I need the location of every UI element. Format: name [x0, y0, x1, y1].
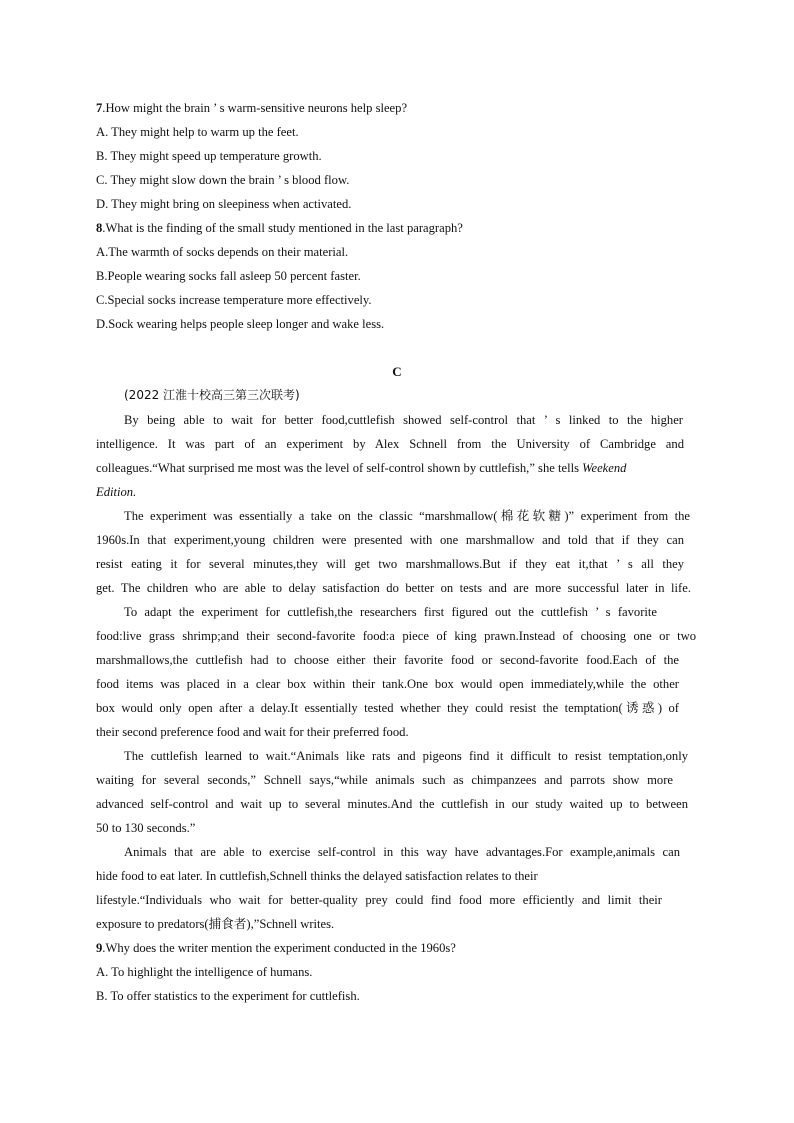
- passage-line: To adapt the experiment for cuttlefish,the researchers first figured out the cuttlefish ’ s favorite: [124, 605, 657, 619]
- passage-line: hide food to eat later. In cuttlefish,Schnell thinks the delayed satisfaction relates to their: [96, 869, 538, 883]
- q7-option-a: A. They might help to warm up the feet.: [96, 125, 299, 139]
- q9-option-b: B. To offer statistics to the experiment for cuttlefish.: [96, 989, 360, 1003]
- passage-line: get. The children who are able to delay satisfaction do better on tests and are more successful later in life.: [96, 581, 691, 595]
- passage-line: lifestyle.“Individuals who wait for better-quality prey could find food more efficiently and limit their: [96, 893, 662, 907]
- passage-line: exposure to predators(捕食者),”Schnell writes.: [96, 917, 335, 931]
- passage-line: resist eating it for several minutes,they will get two marshmallows.But if they eat it,that ’ s all they: [96, 557, 684, 571]
- passage-line: 1960s.In that experiment,young children were presented with one marshmallow and told that if they can: [96, 533, 684, 547]
- q8-option-d: D.Sock wearing helps people sleep longer and wake less.: [96, 317, 385, 331]
- passage-line: colleagues.“What surprised me most was the level of self-control shown by cuttlefish,” she tells Weekend: [96, 461, 627, 475]
- q8-option-a: A.The warmth of socks depends on their material.: [96, 245, 349, 259]
- q8-stem-text: .What is the finding of the small study mentioned in the last paragraph?: [102, 221, 463, 235]
- passage-line: The cuttlefish learned to wait.“Animals like rats and pigeons find it difficult to resist temptation,only: [124, 749, 688, 763]
- q7-stem-text: .How might the brain ’ s warm-sensitive neurons help sleep?: [102, 101, 408, 115]
- passage-line: their second preference food and wait for their preferred food.: [96, 725, 409, 739]
- q9-number: 9: [96, 941, 103, 955]
- passage-line: The experiment was essentially a take on the classic “marshmallow(棉花软糖)” experiment from the: [124, 509, 690, 523]
- passage-line: waiting for several seconds,” Schnell says,“while animals such as chimpanzees and parrots show more: [96, 773, 673, 787]
- passage-line: advanced self-control and wait up to several minutes.And the cuttlefish in our study waited up to between: [96, 797, 688, 811]
- publication-title: Weekend: [582, 461, 627, 475]
- passage-line: By being able to wait for better food,cuttlefish showed self-control that ’ s linked to the higher: [124, 413, 683, 427]
- q8-option-b: B.People wearing socks fall asleep 50 percent faster.: [96, 269, 361, 283]
- q7-option-c: C. They might slow down the brain ’ s blood flow.: [96, 173, 350, 187]
- passage-line: food items was placed in a clear box within their tank.One box would open immediately,while the other: [96, 677, 679, 691]
- passage-line: 50 to 130 seconds.”: [96, 821, 196, 835]
- passage-line: food:live grass shrimp;and their second-favorite food:a piece of king prawn.Instead of choosing one or two: [96, 629, 696, 643]
- q7-stem: [96, 100, 407, 116]
- q9-stem: [96, 940, 456, 956]
- passage-line: Edition.: [96, 485, 137, 499]
- passage-line: Animals that are able to exercise self-control in this way have advantages.For example,animals can: [124, 845, 680, 859]
- q9-stem-text: .Why does the writer mention the experiment conducted in the 1960s?: [102, 941, 456, 955]
- q7-number: 7: [96, 101, 103, 115]
- q7-option-d: D. They might bring on sleepiness when activated.: [96, 197, 352, 211]
- passage-line: intelligence. It was part of an experiment by Alex Schnell from the University of Cambridge and: [96, 437, 684, 451]
- passage-line: box would only open after a delay.It essentially tested whether they could resist the temptation(诱惑) of: [96, 701, 679, 715]
- section-source: (2022 江淮十校高三第三次联考): [124, 388, 300, 402]
- q7-option-b: B. They might speed up temperature growth.: [96, 149, 322, 163]
- q8-option-c: C.Special socks increase temperature more effectively.: [96, 293, 372, 307]
- q8-stem: [96, 220, 463, 236]
- section-letter: C: [392, 364, 402, 379]
- q8-number: 8: [96, 221, 103, 235]
- passage-line: marshmallows,the cuttlefish had to choose either their favorite food or second-favorite food.Each of the: [96, 653, 679, 667]
- q9-option-a: A. To highlight the intelligence of humans.: [96, 965, 313, 979]
